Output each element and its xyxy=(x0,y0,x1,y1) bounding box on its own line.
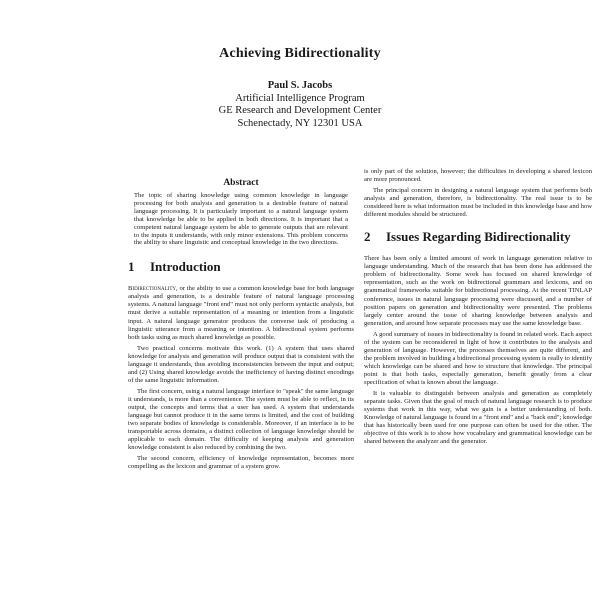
section-2-number: 2 xyxy=(364,229,371,245)
right-top-paragraph: is only part of the solution, however; the difficulties in developing a shared lexicon are more pronounced. xyxy=(364,168,592,184)
section-1-lead-word: Bidirectionality, xyxy=(128,285,178,293)
author-location: Schenectady, NY 12301 USA xyxy=(237,117,363,129)
abstract-text: The topic of sharing knowledge using common knowledge in language processing for both analysis and generation is a desirable feature of natural language processing. It is particularly important to a natural language system that knowledge be able to be applied in both directions. It is important that a competent natural language system be able to generate outputs that are relevant to the inputs it understands, with only minor extensions. This problem concerns the ability to share linguistic and conceptual knowledge in the two directions. xyxy=(134,192,348,247)
paper-title: Achieving Bidirectionality xyxy=(219,46,381,61)
right-paragraph: The principal concern in designing a natural language system that performs both analysis and generation, therefore, is bidirectionality. The real issue is to be considered here is what information must be included in this knowledge base and how different modules should be structured. xyxy=(364,187,592,219)
author-organization: GE Research and Development Center xyxy=(218,105,382,116)
section-1-paragraph: Two practical concerns motivate this work. (1) A system that uses shared knowledge for analysis and generation will produce output that is consistent with the language it understands, thus avoiding inconsistencies between the input and output; and (2) Using shared knowledge avoids the inefficiency of having distinct encodings of the same linguistic information. xyxy=(128,344,354,384)
section-1-paragraph: The first concern, using a natural language interface to "speak" the same language it understands, is more than a convenience. The system must be able to reflect, in its output, the concepts and terms that a user has used. A system that understands language but cannot produce it in the same terms is limited, and the cost of building two separate bodies of knowledge is considerable. Moreover, if an interface is to be transportable across domains, a distinct collection of language knowledge should be applicable to each domain. The difficulty of keeping analysis and generation knowledge consistent is also reduced by combining the two. xyxy=(128,387,354,452)
section-1-heading xyxy=(128,259,354,275)
section-2-paragraph: There has been only a limited amount of work in language generation relative to language understanding. Much of the research that has been done has addressed the problem of bidirectionality. Some work has focused on shared knowledge of representation, such as the work on bidirectional grammars and lexicons, and on grammatical frameworks suitable for bidirectional processing. At the recent TINLAP conference, issues in natural language processing were discussed, and a number of position papers on generation and bidirectionality were presented. The problems largely center around the issue of sharing knowledge between analysis and generation, and around how separate processes may use the same knowledge base. xyxy=(364,255,592,327)
section-1-paragraph-text: or the ability to use a common knowledge base for both language analysis and generation, is a desirable feature of natural language processing systems. A natural language "front end" must not only perform syntactic analysis, but must derive a suitable representation of a meaning or intention from a linguistic input. A natural language generator produces the converse task of producing a linguistic utterance from a meaning or intention. A bidirectional system performs both tasks using as much shared knowledge as possible. xyxy=(128,285,354,341)
abstract-heading: Abstract xyxy=(223,178,259,188)
author-block xyxy=(0,80,600,130)
section-1-paragraph: The second concern, efficiency of knowledge representation, becomes more compelling as the lexicon and grammar of a system grow. xyxy=(128,455,354,471)
section-2-title: Issues Regarding Bidirectionality xyxy=(386,229,571,245)
section-2-paragraph: A good summary of issues in bidirectionality is found in related work. Each aspect of the system can be reconsidered in light of how it contributes to the analysis and generation of language. However, the processes themselves are quite different, and the problem involved in building a bidirectional processing system is really to identify which knowledge can be shared and how to structure that knowledge. The principal point is that both tasks, especially generation, benefit greatly from a clear specification of what is known about the language. xyxy=(364,330,592,386)
author-name: Paul S. Jacobs xyxy=(267,80,333,91)
section-1-title: Introduction xyxy=(150,259,221,275)
section-1-number: 1 xyxy=(128,259,135,275)
section-2-heading xyxy=(364,229,592,245)
section-2-paragraph: It is valuable to distinguish between analysis and generation as completely separate tasks. Given that the goal of much of natural language research is to produce systems that work in this way, what we gain is a better understanding of both. Knowledge of natural language is found in a "front end" and a "back end"; knowledge that has historically been used for one purpose can often be used for the other. The objective of this work is to show how vocabulary and grammatical knowledge can be shared between the analyzer and the generator. xyxy=(364,390,592,446)
section-1-paragraph xyxy=(128,285,354,341)
left-column xyxy=(128,178,354,474)
author-affiliation: Artificial Intelligence Program xyxy=(235,92,365,104)
right-column xyxy=(364,168,592,449)
